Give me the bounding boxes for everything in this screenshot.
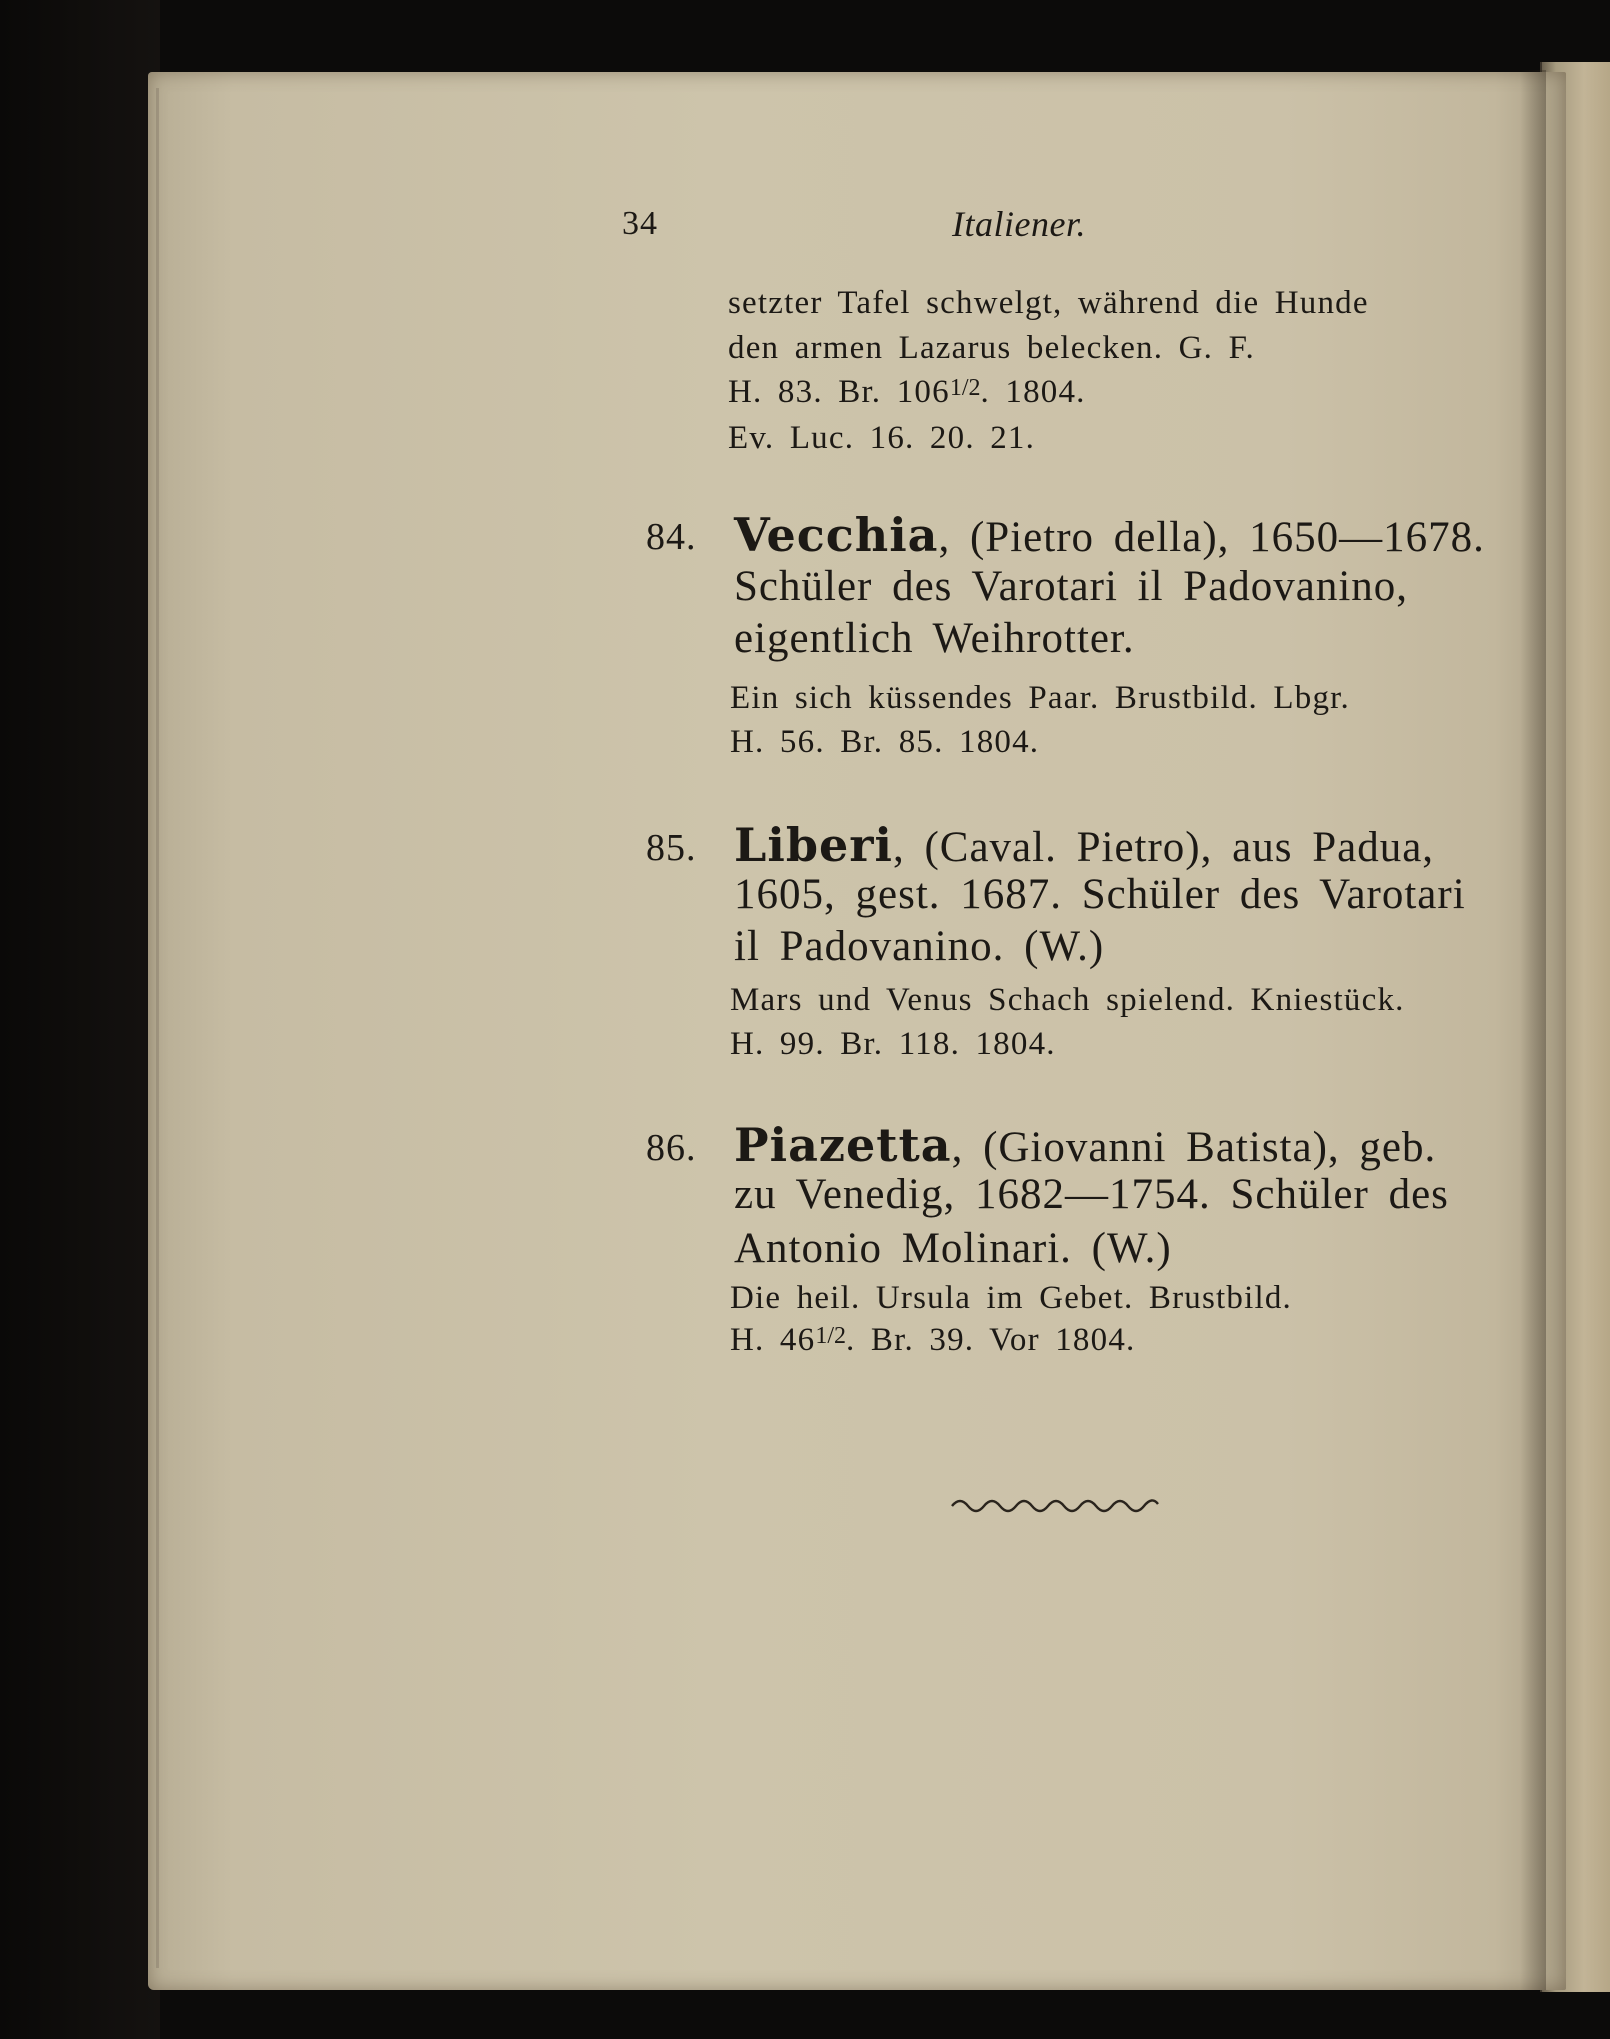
scan-background — [0, 0, 160, 2039]
artwork-title: Die heil. Ursula im Gebet. Brustbild. — [730, 1280, 1292, 1316]
binding-shadow — [1520, 70, 1546, 1990]
entry-text-line: zu Venedig, 1682—1754. Schüler des — [734, 1171, 1449, 1218]
entry-number: 85. — [646, 827, 697, 869]
artwork-dimensions: H. 99. Br. 118. 1804. — [730, 1026, 1056, 1062]
entry-number: 84. — [646, 516, 697, 558]
running-title: Italiener. — [952, 204, 1086, 244]
artist-name: Vecchia — [734, 508, 939, 562]
artist-name: Liberi — [734, 818, 893, 872]
page-stack-edge — [156, 88, 159, 1968]
artwork-dimensions: H. $46^{1/2}$. Br. 39. Vor 1804. — [730, 1322, 1136, 1358]
artwork-title: Mars und Venus Schach spielend. Kniestück. — [730, 982, 1405, 1018]
artwork-title: Ein sich küssendes Paar. Brustbild. Lbgr. — [730, 680, 1350, 716]
page-number: 34 — [622, 205, 658, 242]
entry-text-line: il Padovanino. (W.) — [734, 923, 1105, 970]
carryover-line: den armen Lazarus belecken. G. F. — [728, 330, 1255, 366]
entry-heading: Vecchia, (Pietro della), 1650—1678. — [734, 508, 1485, 562]
entry-number: 86. — [646, 1127, 697, 1169]
entry-text-line: eigentlich Weihrotter. — [734, 615, 1135, 662]
artwork-dimensions: H. 56. Br. 85. 1804. — [730, 724, 1040, 760]
entry-text-line: 1605, gest. 1687. Schüler des Varotari — [734, 871, 1466, 918]
entry-heading: Piazetta, (Giovanni Batista), geb. — [734, 1118, 1437, 1172]
wavy-ornament-icon — [950, 1490, 1160, 1520]
entry-text-line: Schüler des Varotari il Padovanino, — [734, 563, 1409, 610]
carryover-line: setzter Tafel schwelgt, während die Hunde — [728, 285, 1369, 321]
carryover-reference: Ev. Luc. 16. 20. 21. — [728, 420, 1036, 456]
entry-text-line: Antonio Molinari. (W.) — [734, 1225, 1172, 1272]
carryover-dimensions: H. 83. Br. $106^{1/2}$. 1804. — [728, 374, 1086, 410]
artist-name: Piazetta — [734, 1118, 952, 1172]
entry-heading: Liberi, (Caval. Pietro), aus Padua, — [734, 818, 1435, 872]
